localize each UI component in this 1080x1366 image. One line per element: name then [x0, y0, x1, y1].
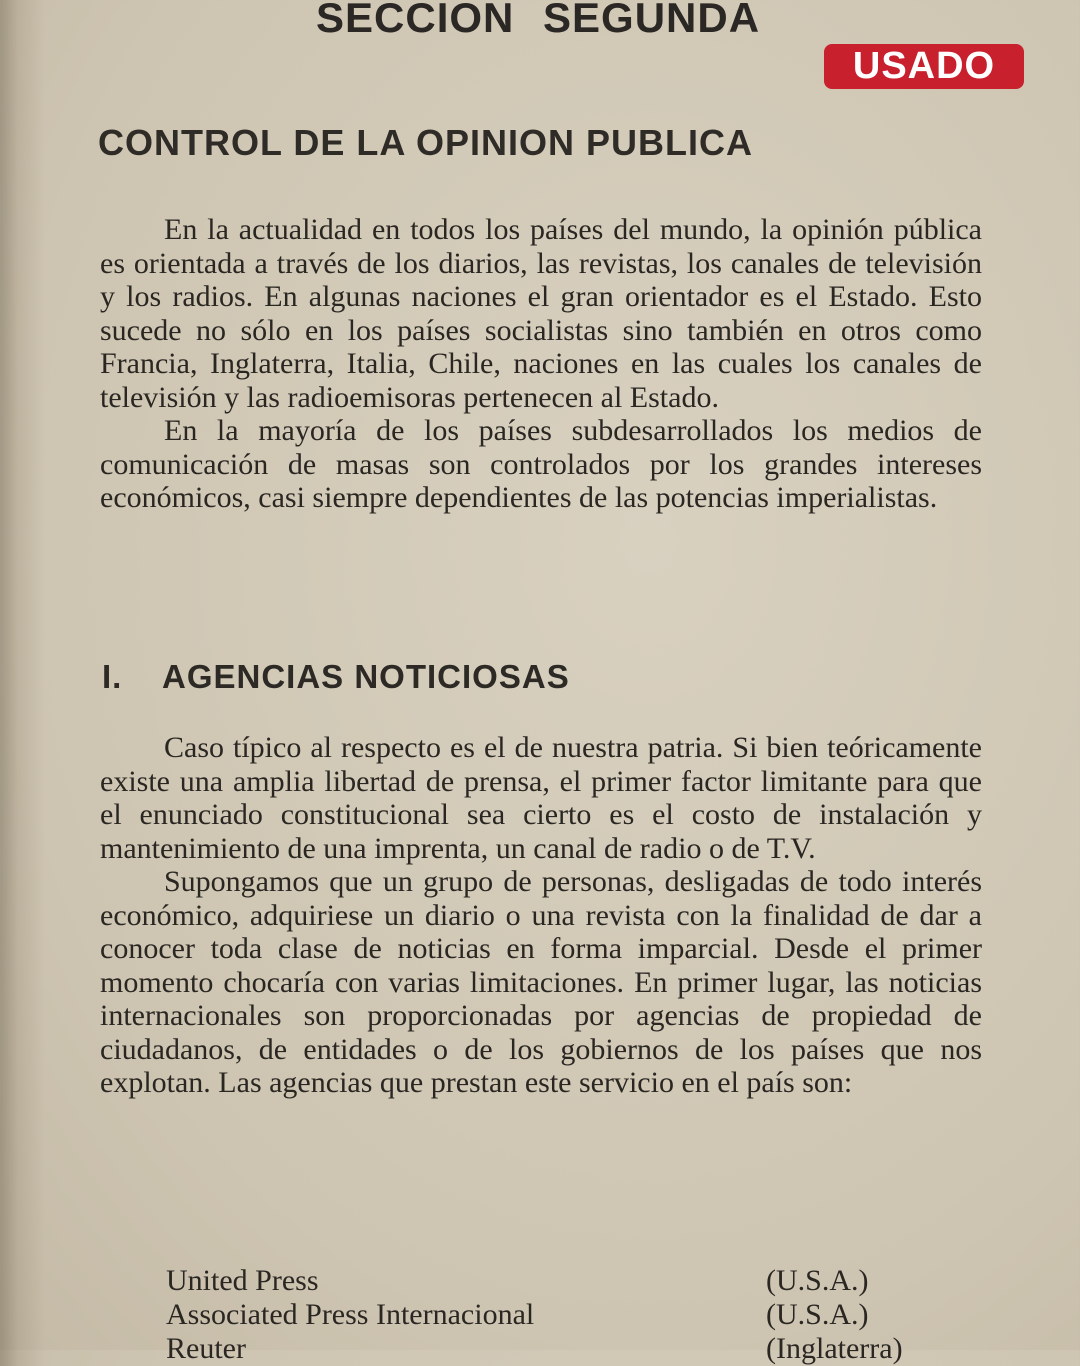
agency-list: [166, 1264, 926, 1366]
agency-row: [166, 1264, 926, 1298]
section-paragraph-2: Supongamos que un grupo de personas, desligadas de todo interés económico, adquiriese un diario o una revista con la finalidad de dar a conocer toda clase de noticias en forma imparcial. Desde el primer momento chocaría con varias limitaciones. En primer lugar, las noticias internacionales son proporcionadas por agencias de propiedad de ciudadanos, de entidades o de los gobiernos de los países que nos explotan. Las agencias que prestan este servicio en el país son:: [100, 865, 982, 1099]
intro-text: [100, 213, 982, 515]
agency-country: (U.S.A.): [766, 1298, 869, 1331]
agency-name: United Press: [166, 1264, 319, 1297]
section-heading: [102, 658, 570, 696]
agency-row: [166, 1332, 926, 1366]
section-heading-title: AGENCIAS NOTICIOSAS: [162, 658, 570, 695]
agency-name: Reuter: [166, 1332, 246, 1365]
agency-name: Associated Press Internacional: [166, 1298, 535, 1331]
section-text: [100, 731, 982, 1100]
intro-paragraph-2: En la mayoría de los países subdesarrollados los medios de comunicación de masas son controlados por los grandes intereses económicos, casi siempre dependientes de las potencias imperialistas.: [100, 414, 982, 514]
intro-paragraph-1: En la actualidad en todos los países del mundo, la opinión pública es orientada a través de los diarios, las revistas, los canales de televisión y los radios. En algunas naciones el gran orientador es el Estado. Esto sucede no sólo en los países socialistas sino también en otros como Francia, Inglaterra, Italia, Chile, naciones en las cuales los canales de televisión y las radioemisoras pertenecen al Estado.: [100, 213, 982, 414]
agency-country: (Inglaterra): [766, 1332, 903, 1365]
agency-row: [166, 1298, 926, 1332]
section-paragraph-1: Caso típico al respecto es el de nuestra patria. Si bien teóricamente existe una amplia libertad de prensa, el primer factor limitante para que el enunciado constitucional sea cierto es el costo de instalación y mantenimiento de una imprenta, un canal de radio o de T.V.: [100, 731, 982, 865]
section-number: I.: [102, 658, 123, 695]
agency-country: (U.S.A.): [766, 1264, 869, 1297]
section-title: SECCION SEGUNDA: [316, 0, 761, 41]
used-badge: USADO: [824, 44, 1024, 89]
chapter-title: CONTROL DE LA OPINION PUBLICA: [98, 122, 754, 163]
